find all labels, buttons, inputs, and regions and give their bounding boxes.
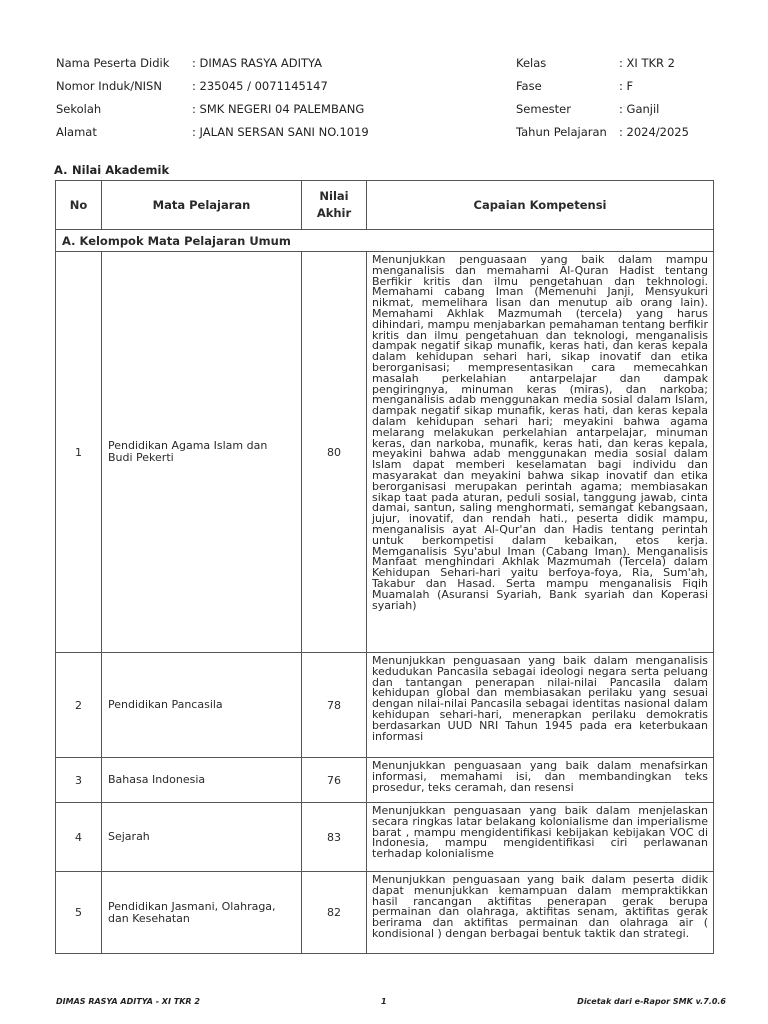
header-competency: Capaian Kompetensi [367,181,714,230]
nisn-value: : 235045 / 0071145147 [192,79,328,93]
name-value: : DIMAS RASYA ADITYA [192,56,323,70]
table-row [56,758,714,803]
row-score: 76 [302,758,367,803]
row-subject: Bahasa Indonesia [102,758,302,803]
section-title: Nilai Akademik [72,163,170,177]
group-row [56,230,714,252]
footer-printed-by: Dicetak dari e-Rapor SMK v.7.0.6 [577,997,726,1006]
row-subject: Pendidikan Pancasila [102,653,302,758]
row-competency: Menunjukkan penguasaan yang baik dalam menganalisis kedudukan Pancasila sebagai ideologi negara serta peluang dan tantangan penerapan nilai-nilai Pancasila dalam kehidupan global dan membiasakan perilaku yang sesuai dengan nilai-nilai Pancasila sebagai identitas nasional dalam kehidupan sehari-hari, menerapkan perilaku demokratis berdasarkan UUD NRI Tahun 1945 pada era keterbukaan informasi [367,653,714,758]
school-value: : SMK NEGERI 04 PALEMBANG [192,102,365,116]
address-value: : JALAN SERSAN SANI NO.1019 [192,125,369,139]
table-row [56,252,714,653]
footer-student: DIMAS RASYA ADITYA - XI TKR 2 [56,997,200,1006]
info-row-school [56,100,716,118]
row-score: 78 [302,653,367,758]
info-row-address [56,123,716,141]
row-score: 80 [302,252,367,653]
nisn-label: Nomor Induk/NISN [56,79,162,93]
row-no: 1 [56,252,102,653]
row-competency: Menunjukkan penguasaan yang baik dalam menjelaskan secara ringkas latar belakang kolonialisme dan imperialisme barat , mampu mengidentifikasi kebijakan kebijakan VOC di Indonesia, mampu mengidentifikasi ciri perlawanan terhadap kolonialisme [367,803,714,872]
grades-table [55,180,714,954]
header-no: No [56,181,102,230]
row-score: 82 [302,872,367,954]
info-row-name [56,54,716,72]
info-row-nisn [56,77,716,95]
year-value: : 2024/2025 [619,125,689,139]
table-row [56,872,714,954]
row-subject: Pendidikan Jasmani, Olahraga, dan Kesehatan [102,872,302,954]
row-no: 4 [56,803,102,872]
row-subject: Pendidikan Agama Islam dan Budi Pekerti [102,252,302,653]
header-score [302,181,367,230]
table-header-row [56,181,714,230]
row-competency: Menunjukkan penguasaan yang baik dalam peserta didik dapat menunjukkan kemampuan dalam mempraktikkan hasil rancangan aktifitas penerapan gerak berupa permainan dan olahraga, aktifitas senam, aktifitas gerak berirama dan aktifitas permainan dan olahraga air ( kondisional ) dengan berbagai bentuk taktik dan strategi. [367,872,714,954]
phase-value: : F [619,79,634,93]
phase-label: Fase [516,79,542,93]
header-subject: Mata Pelajaran [102,181,302,230]
row-competency: Menunjukkan penguasaan yang baik dalam menafsirkan informasi, memahami isi, dan membandingkan teks prosedur, teks ceramah, dan resensi [367,758,714,803]
row-competency: Menunjukkan penguasaan yang baik dalam mampu menganalisis dan memahami Al-Quran Hadist tentang Berfikir kritis dan ilmu pengetahuan dan tekhnologi. Memahami cabang Iman (Memenuhi Janji, Mensyukuri nikmat, memelihara lisan dan menutup aib orang lain). Memahami Akhlak Mazmumah (tercela) yang harus dihindari, mampu menjabarkan pemahaman tentang berfikir kritis dan ilmu pengetahuan dan teknologi, menganalisis dampak negatif sikap munafik, keras hati, dan keras kepala dalam kehidupan sehari hari, sikap inovatif dan etika berorganisasi; mempresentasikan cara memecahkan masalah perkelahian antarpelajar dan dampak pengiringnya, minuman keras (miras), dan narkoba; menganalisis adab menggunakan media sosial dalam Islam, dampak negatif sikap munafik, keras hati, dan keras kepala dalam kehidupan sehari hari; meyakini bahwa agama melarang melakukan perkelahian antarpelajar, minuman keras, dan narkoba, munafik, keras hati, dan keras kepala, meyakini bahwa adab menggunakan media sosial dalam Islam dapat memberi keselamatan bagi individu dan masyarakat dan meyakini bahwa sikap inovatif dan etika berorganisasi merupakan perintah agama; membiasakan sikap taat pada aturan, peduli sosial, tanggung jawab, cinta damai, santun, saling menghormati, semangat kebangsaan, jujur, inovatif, dan rendah hati., peserta didik mampu, menganalisis ayat Al-Qur'an dan Hadis tentang perintah untuk berkompetisi dalam kebaikan, etos kerja. Memganalisis Syu'abul Iman (Cabang Iman). Menganalisis Manfaat menghindari Akhlak Mazmumah (Tercela) dalam Kehidupan Sehari-hari yaitu berfoya-foya, Ria, Sum'ah, Takabur dan Hasad. Serta mampu menganalisis Fiqih Muamalah (Asuransi Syariah, Bank syariah dan Koperasi syariah) [367,252,714,653]
class-label: Kelas [516,56,547,70]
group-title: A. Kelompok Mata Pelajaran Umum [56,230,714,252]
year-label: Tahun Pelajaran [516,125,607,139]
address-label: Alamat [56,125,97,139]
footer-page-number: 1 [381,997,387,1006]
section-heading [54,162,169,178]
section-letter: A. [54,163,68,177]
table-row [56,803,714,872]
row-score: 83 [302,803,367,872]
name-label: Nama Peserta Didik [56,56,170,70]
row-no: 2 [56,653,102,758]
row-subject: Sejarah [102,803,302,872]
semester-value: : Ganjil [619,102,660,116]
school-label: Sekolah [56,102,102,116]
header-score-text: Nilai Akhir [316,189,352,220]
table-row [56,653,714,758]
semester-label: Semester [516,102,571,116]
class-value: : XI TKR 2 [619,56,675,70]
row-no: 3 [56,758,102,803]
row-no: 5 [56,872,102,954]
